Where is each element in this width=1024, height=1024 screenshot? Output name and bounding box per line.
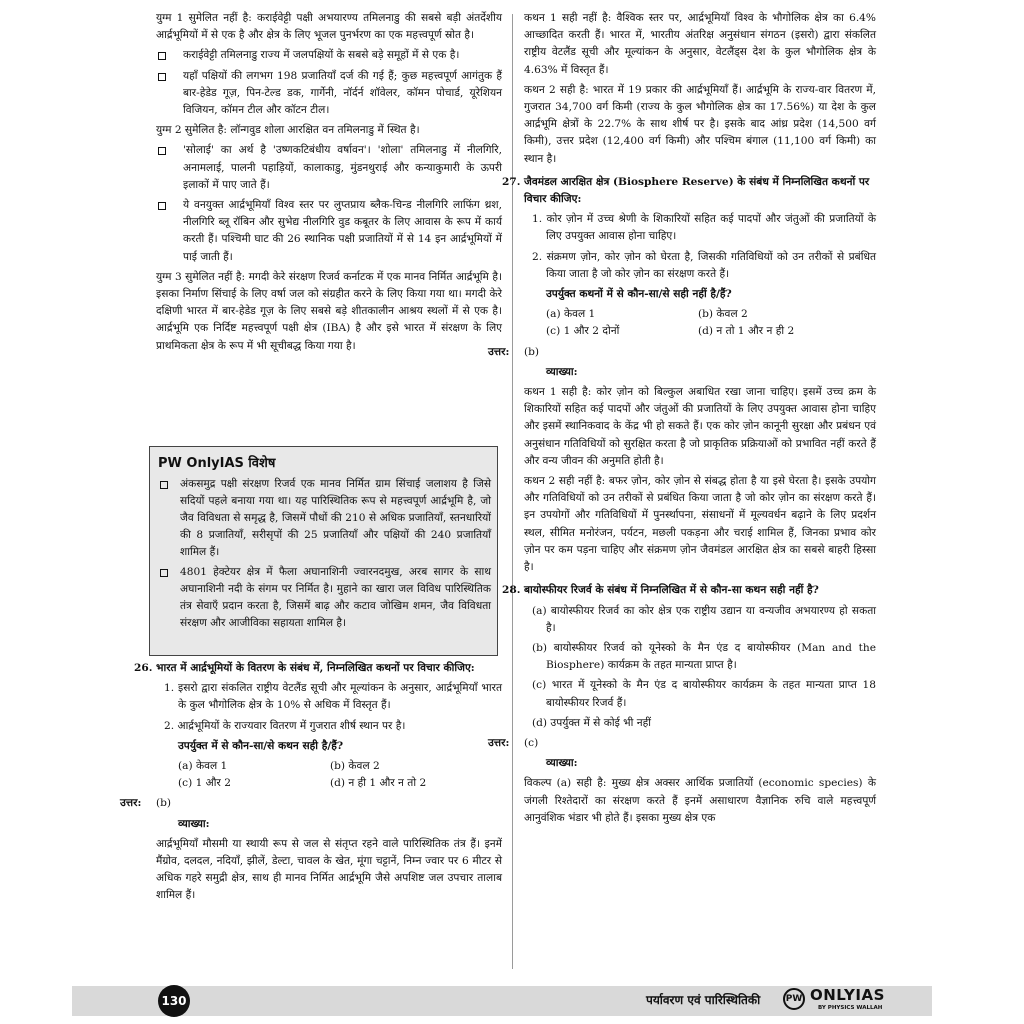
option-d: (d) उपर्युक्त में से कोई भी नहीं bbox=[532, 716, 651, 729]
answer bbox=[488, 344, 876, 361]
explanation-text: विकल्प (a) सही है: मुख्य क्षेत्र अक्सर आर्थिक प्रजातियों (economic species) के जंगली रिश्तेदारों का संरक्षण करते हैं इनमें असाधारण वैज्ञानिक रुचि वाले महत्त्वपूर्ण आनुवंशिक भंडार भी होते हैं। इसका मुख्य क्षेत्र एक bbox=[524, 777, 876, 824]
question-text: भारत में आर्द्रभूमियों के वितरण के संबंध में, निम्नलिखित कथनों पर विचार कीजिए: bbox=[156, 662, 475, 674]
question-28 bbox=[502, 582, 876, 599]
statement1-explanation: कथन 1 सही नहीं है: वैश्विक स्तर पर, आर्द्रभूमियाँ विश्व के भौगोलिक क्षेत्र का 6.4% आच्छादित करती हैं। भारत में, भारतीय अंतरिक्ष अनुसंधान संगठन (इसरो) द्वारा संकलित राष्ट्रीय वेटलैंड सूची और मूल्यांकन के अनुसार, वेटलैंड्स देश के कुल भौगोलिक क्षेत्र के 4.63% में विस्तृत हैं। bbox=[524, 12, 876, 76]
explanation-text: कथन 2 सही नहीं है: बफर ज़ोन, कोर ज़ोन से संबद्ध होता है या इसे घेरता है। इसके उपयोग और गतिविधियों को उन तरीकों से प्रबंधित किया जाता है जो कोर ज़ोन का संरक्षण करते हैं। इन उपयोगों और गतिविधियों में पुनर्स्थापना, संसाधनों में मूल्यवर्धन बढ़ाने के लिए प्रदर्शन स्थल, सीमित मनोरंजन, पर्यटन, मछली पकड़ना और चराई शामिल हैं, जिनका प्रभाव कोर ज़ोन पर कम पड़ना चाहिए और संक्रमण ज़ोन जैवमंडल आरक्षित क्षेत्र का सबसे बाहरी हिस्सा है। bbox=[524, 475, 876, 574]
question-26-block bbox=[120, 660, 502, 908]
answer bbox=[488, 735, 876, 752]
option-a: (a) केवल 1 bbox=[178, 760, 228, 773]
bullet-item: कराईवेट्टी तमिलनाडु राज्य में जलपक्षियों के सबसे बड़े समूहों में से एक है। bbox=[156, 47, 502, 64]
book-title: पर्यावरण एवं पारिस्थितिकी bbox=[646, 993, 761, 1007]
explanation-label: व्याख्या: bbox=[178, 817, 210, 830]
option-d: (d) न तो 1 और न ही 2 bbox=[698, 325, 795, 338]
question-text: बायोस्फीयर रिजर्व के संबंध में निम्नलिखित में से कौन-सा कथन सही नहीं है? bbox=[524, 584, 819, 597]
question-ask: उपर्युक्त कथनों में से कौन-सा/से सही नहीं है/हैं? bbox=[546, 288, 732, 301]
page-number: 130 bbox=[158, 985, 190, 1017]
special-note-item: 4801 हेक्टेयर क्षेत्र में फैला अघानाशिनी ज्वारनदमुख, अरब सागर के साथ अघानाशिनी नदी के संगम पर निर्मित है। मुहाने का खारा जल विविध पारिस्थितिक तंत्र सेवाएँ प्रदान करता है, जिसमें बाढ़ और कटाव जोखिम शमन, जैव विविधता संरक्षण और आजीविका सहायता शामिल है। bbox=[150, 564, 491, 632]
answer bbox=[120, 795, 502, 812]
option-c: (c) भारत में यूनेस्को के मैन एंड द बायोस्फीयर कार्यक्रम के तहत मान्यता प्राप्त 18 बायोस्फीयर रिजर्व हैं। bbox=[532, 679, 876, 709]
question-number: 26. bbox=[134, 662, 153, 674]
pair1-text: युग्म 1 सुमेलित नहीं है: कराईवेट्टी पक्षी अभयारण्य तमिलनाडु की सबसे बड़ी अंतर्देशीय आर्द्रभूमियों में से एक है और क्षेत्र के लिए भूजल पुनर्भरण का एक महत्त्वपूर्ण स्रोत है। bbox=[156, 12, 502, 42]
special-note-box bbox=[149, 446, 498, 656]
statement-1: 1. इसरो द्वारा संकलित राष्ट्रीय वेटलैंड सूची और मूल्यांकन के अनुसार, आर्द्रभूमियाँ भारत के कुल भौगोलिक क्षेत्र के 10% से अधिक में विस्तृत हैं। bbox=[164, 682, 502, 712]
statement-1: 1. कोर ज़ोन में उच्च श्रेणी के शिकारियों सहित कई पादपों और जंतुओं की प्रजातियों के लिए उपयुक्त आवास होना चाहिए। bbox=[532, 213, 876, 243]
pw-logo-icon: PW bbox=[783, 988, 805, 1010]
bullet-item: ये वनयुक्त आर्द्रभूमियाँ विश्व स्तर पर लुप्तप्राय ब्लैक-चिन्ड नीलगिरि लाफिंग थ्रश, नीलगिरि ब्लू रॉबिन और सुभेद्य नीलगिरि वुड कबूतर के लिए आवास के रूप में कार्य करती हैं। पश्चिमी घाट की 26 स्थानिक पक्षी प्रजातियों में से 14 इन आर्द्रभूमियों में पाई जाती हैं। bbox=[156, 197, 502, 266]
option-c: (c) 1 और 2 bbox=[178, 777, 231, 790]
brand-logo-subtitle: BY PHYSICS WALLAH bbox=[818, 1005, 883, 1011]
answer-value: (b) bbox=[156, 797, 172, 810]
question-27 bbox=[502, 174, 876, 208]
special-note-item: अंकसमुद्र पक्षी संरक्षण रिजर्व एक मानव निर्मित ग्राम सिंचाई जलाशय है जिसे सदियों पहले बनाया गया था। यह पारिस्थितिक रूप से महत्त्वपूर्ण आर्द्रभूमि है, जो जैव विविधता से समृद्ध है, जिसमें पौधों की 210 से अधिक प्रजातियाँ, स्तनधारियों की 8 प्रजातियाँ, सरीसृपों की 25 प्रजातियाँ और पक्षियों की 240 प्रजातियाँ शामिल हैं। bbox=[150, 476, 491, 561]
statement2-explanation: कथन 2 सही है: भारत में 19 प्रकार की आर्द्रभूमियाँ हैं। आर्द्रभूमि के राज्य-वार वितरण में, गुजरात 34,700 वर्ग किमी (राज्य के कुल भौगोलिक क्षेत्र का 17.56%) या देश के कुल आर्द्रभूमि क्षेत्रों के 22.7% के साथ शीर्ष पर है। इसके बाद आंध्र प्रदेश (14,500 वर्ग किमी), उत्तर प्रदेश (12,400 वर्ग किमी) और पश्चिम बंगाल (11,100 वर्ग किमी) का स्थान है। bbox=[524, 83, 876, 165]
bullet-item: यहाँ पक्षियों की लगभग 198 प्रजातियाँ दर्ज की गई हैं; कुछ महत्त्वपूर्ण आगंतुक हैं बार-हेडेड गूज़, पिन-टेल्ड डक, गार्गेनी, नॉर्दर्न शॉवेलर, कॉमन पोचार्ड, यूरेशियन विजियन, कॉमन टील और कॉटन टील। bbox=[156, 68, 502, 120]
left-column bbox=[156, 10, 502, 358]
brand-logo-text: ONLYIAS bbox=[810, 986, 885, 1004]
explanation-label: व्याख्या: bbox=[546, 365, 578, 378]
answer-label: उत्तर: bbox=[488, 736, 510, 749]
options bbox=[524, 306, 876, 340]
option-a: (a) केवल 1 bbox=[546, 308, 596, 321]
explanation-text: कथन 1 सही है: कोर ज़ोन को बिल्कुल अबाधित रखा जाना चाहिए। इसमें उच्च क्रम के शिकारियों सहित कई पादपों और जंतुओं की प्रजातियों के लिए उपयुक्त आवास होना चाहिए और इसमें स्थानिकवाद के केंद्र भी हो सकते हैं। एक कोर ज़ोन कानूनी सुरक्षा और प्रबंधन एवं अनुसंधान गतिविधियों को सुरक्षित करता है जो प्राकृतिक प्रक्रियाओं को प्रभावित नहीं करते हैं और वन्य जीवन की अनुमति होती है। bbox=[524, 386, 876, 467]
column-divider bbox=[512, 14, 513, 969]
special-note-title: PW OnlyIAS विशेष bbox=[158, 456, 276, 471]
answer-value: (b) bbox=[524, 345, 540, 358]
right-column bbox=[488, 10, 876, 830]
option-a: (a) बायोस्फीयर रिजर्व का कोर क्षेत्र एक राष्ट्रीय उद्यान या वन्यजीव अभयारण्य हो सकता है। bbox=[532, 604, 876, 634]
option-b: (b) बायोस्फीयर रिजर्व को यूनेस्को के मैन एंड द बायोस्फीयर (Man and the Biosphere) कार्यक्रम के तहत मान्यता प्राप्त है। bbox=[532, 641, 876, 672]
explanation-label: व्याख्या: bbox=[546, 757, 578, 770]
explanation-text: आर्द्रभूमियाँ मौसमी या स्थायी रूप से जल से संतृप्त रहने वाले पारिस्थितिक तंत्र हैं। इनमें मैंग्रोव, दलदल, नदियाँ, झीलें, डेल्टा, चावल के खेत, मूंगा चट्टानें, निम्न ज्वार पर 6 मीटर से अधिक गहरे समुद्री क्षेत्र, साथ ही मानव निर्मित आर्द्रभूमि जैसे अपशिष्ट जल उपचार तालाब शामिल हैं। bbox=[156, 837, 502, 902]
question-text: जैवमंडल आरक्षित क्षेत्र (Biosphere Reserve) के संबंध में निम्नलिखित कथनों पर विचार कीजिए: bbox=[524, 175, 870, 206]
option-b: (b) केवल 2 bbox=[330, 760, 380, 773]
option-c: (c) 1 और 2 दोनों bbox=[546, 325, 620, 338]
options bbox=[156, 758, 502, 792]
question-number: 27. bbox=[502, 175, 521, 188]
answer-label: उत्तर: bbox=[120, 797, 142, 810]
pair3-text: युग्म 3 सुमेलित नहीं है: मगदी केरे संरक्षण रिजर्व कर्नाटक में एक मानव निर्मित आर्द्रभूमि है। इसका निर्माण सिंचाई के लिए वर्षा जल को संग्रहीत करने के लिए किया गया था। मगदी केरे दक्षिणी भारत में बार-हेडेड गूज़ के लिए सबसे बड़े शीतकालीन आश्रय स्थलों में से एक है। आर्द्रभूमि एक निर्दिष्ट महत्त्वपूर्ण पक्षी क्षेत्र (IBA) है और इसे भारत में संरक्षण के लिए प्राथमिकता क्षेत्र के रूप में भी सूचीबद्ध किया गया है। bbox=[156, 270, 502, 352]
statement-2: 2. संक्रमण ज़ोन, कोर ज़ोन को घेरता है, जिसकी गतिविधियों को उन तरीकों से प्रबंधित किया जाता है जो कोर ज़ोन का संरक्षण करते हैं। bbox=[532, 250, 876, 280]
bullet-item: 'सोलाई' का अर्थ है 'उष्णकटिबंधीय वर्षावन'। 'शोला' तमिलनाडु में नीलगिरि, अनामलाई, पालनी पहाड़ियों, कालाकाडु, मुंडनथुराई और कन्याकुमारी के ऊपरी इलाकों में पाए जाते हैं। bbox=[156, 142, 502, 194]
option-d: (d) न ही 1 और न तो 2 bbox=[330, 777, 427, 790]
option-b: (b) केवल 2 bbox=[698, 308, 748, 321]
question-number: 28. bbox=[502, 584, 521, 597]
question-26 bbox=[134, 660, 502, 677]
answer-value: (c) bbox=[524, 736, 539, 749]
answer-label: उत्तर: bbox=[488, 345, 510, 358]
statement-2: 2. आर्द्रभूमियों के राज्यवार वितरण में गुजरात शीर्ष स्थान पर है। bbox=[164, 719, 406, 732]
question-ask: उपर्युक्त में से कौन-सा/से कथन सही है/हैं? bbox=[178, 739, 344, 752]
pair2-text: युग्म 2 सुमेलित है: लॉन्गवुड शोला आरक्षित वन तमिलनाडु में स्थित है। bbox=[156, 124, 420, 137]
